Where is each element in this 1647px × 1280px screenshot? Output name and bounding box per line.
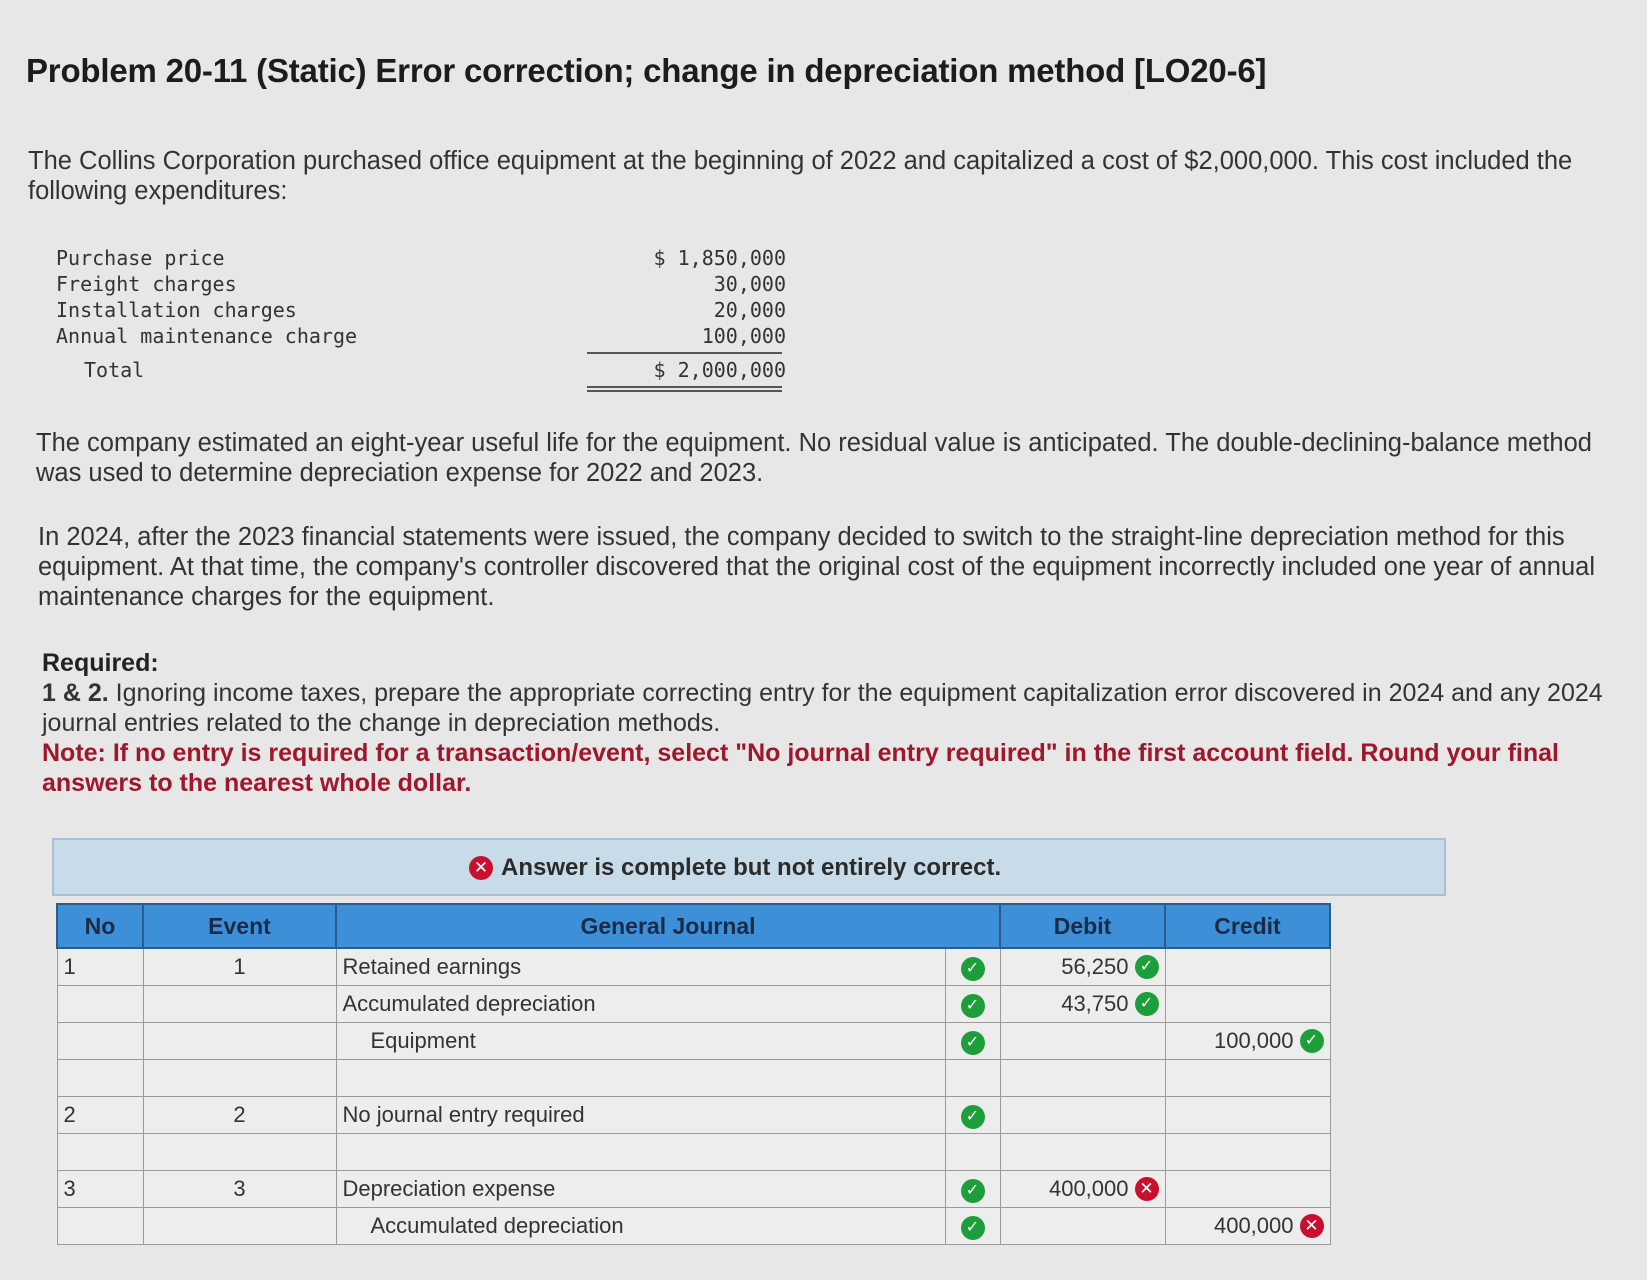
error-icon: ✕ (469, 856, 493, 880)
cost-row (56, 324, 786, 350)
cell-event[interactable] (143, 1208, 336, 1245)
debit-field[interactable] (1000, 948, 1165, 986)
cell-no (57, 1134, 143, 1171)
cost-row (56, 298, 786, 324)
debit-field[interactable] (1000, 1023, 1165, 1060)
check-icon: ✓ (961, 1179, 985, 1203)
table-row (57, 1060, 1330, 1097)
total-double-rule (587, 386, 782, 388)
cell-event[interactable]: 1 (143, 948, 336, 986)
cost-label: Installation charges (56, 298, 297, 322)
col-header-journal: General Journal (336, 904, 1000, 948)
col-header-event: Event (143, 904, 336, 948)
check-icon: ✓ (1135, 955, 1159, 979)
cost-amount: 100,000 (701, 324, 786, 348)
table-row (57, 948, 1330, 986)
col-header-debit: Debit (1000, 904, 1165, 948)
account-name: Equipment (370, 1028, 476, 1053)
intro-text: The Collins Corporation purchased office equipment at the beginning of 2022 and capitalized a cost of $2,000,000. This cost included the following expenditures: (28, 147, 1573, 205)
table-row (57, 1134, 1330, 1171)
account-status (945, 1208, 1000, 1245)
debit-amount: 400,000 (1048, 1176, 1129, 1201)
account-status (945, 1023, 1000, 1060)
cell-no: 2 (57, 1097, 143, 1134)
cost-total-row (56, 358, 786, 384)
credit-field[interactable] (1165, 986, 1330, 1023)
credit-field[interactable] (1165, 1134, 1330, 1171)
table-row (57, 1208, 1330, 1245)
cell-no (57, 1023, 143, 1060)
table-row (57, 1023, 1330, 1060)
credit-field[interactable] (1165, 1097, 1330, 1134)
required-text: Ignoring income taxes, prepare the appropriate correcting entry for the equipment capitalization error discovered in 2024 and any 2024 journal entries related to the change in depreciation methods. (42, 679, 1603, 737)
table-row (57, 1171, 1330, 1208)
check-icon: ✓ (961, 994, 985, 1018)
debit-amount: 43,750 (1061, 991, 1129, 1016)
credit-amount: 400,000 (1213, 1213, 1294, 1238)
account-field[interactable] (336, 1097, 945, 1134)
credit-field[interactable] (1165, 1171, 1330, 1208)
table-row (57, 986, 1330, 1023)
account-status (945, 1171, 1000, 1208)
col-header-no: No (57, 904, 143, 948)
general-journal-table (56, 903, 1331, 1245)
cell-event[interactable] (143, 986, 336, 1023)
cell-no (57, 1060, 143, 1097)
cost-total-label: Total (84, 358, 145, 382)
account-field[interactable] (336, 986, 945, 1023)
debit-field[interactable] (1000, 1208, 1165, 1245)
account-field[interactable] (336, 1171, 945, 1208)
cost-row (56, 246, 786, 272)
account-status (945, 1060, 1000, 1097)
account-field[interactable] (336, 1208, 945, 1245)
cost-amount: 20,000 (713, 298, 786, 322)
answer-status-banner (52, 838, 1446, 896)
credit-field[interactable] (1165, 1060, 1330, 1097)
cell-no (57, 986, 143, 1023)
account-status (945, 1134, 1000, 1171)
cell-event[interactable] (143, 1134, 336, 1171)
credit-field[interactable] (1165, 1208, 1330, 1245)
cost-breakdown (56, 246, 786, 384)
error-icon: ✕ (1300, 1214, 1324, 1238)
cell-event[interactable] (143, 1060, 336, 1097)
credit-amount: 100,000 (1213, 1028, 1294, 1053)
check-icon: ✓ (961, 1031, 985, 1055)
required-section (42, 648, 1632, 798)
account-name: Accumulated depreciation (370, 1213, 624, 1238)
check-icon: ✓ (961, 1216, 985, 1240)
account-name: Retained earnings (342, 954, 522, 979)
total-double-rule (587, 390, 782, 392)
account-status (945, 986, 1000, 1023)
check-icon: ✓ (1135, 992, 1159, 1016)
error-icon: ✕ (1135, 1177, 1159, 1201)
cell-no: 3 (57, 1171, 143, 1208)
check-icon: ✓ (961, 957, 985, 981)
credit-field[interactable] (1165, 948, 1330, 986)
required-note: Note: If no entry is required for a transaction/event, select "No journal entry required" in the first account field. Round your final answers to the nearest whole dollar. (42, 739, 1559, 797)
banner-text: Answer is complete but not entirely correct. (501, 854, 1002, 881)
cell-no (57, 1208, 143, 1245)
cost-label: Freight charges (56, 272, 237, 296)
check-icon: ✓ (1300, 1029, 1324, 1053)
required-instructions (42, 678, 1632, 738)
check-icon: ✓ (961, 1105, 985, 1129)
debit-field[interactable] (1000, 986, 1165, 1023)
cell-event[interactable]: 3 (143, 1171, 336, 1208)
cost-total-amount: $ 2,000,000 (653, 358, 786, 382)
credit-field[interactable] (1165, 1023, 1330, 1060)
table-row (57, 1097, 1330, 1134)
account-status (945, 1097, 1000, 1134)
cell-event[interactable]: 2 (143, 1097, 336, 1134)
required-heading: Required: (42, 649, 159, 677)
cell-no: 1 (57, 948, 143, 986)
debit-field[interactable] (1000, 1060, 1165, 1097)
account-name: No journal entry required (342, 1102, 585, 1127)
debit-amount: 56,250 (1061, 954, 1129, 979)
debit-field[interactable] (1000, 1134, 1165, 1171)
account-name: Accumulated depreciation (342, 991, 596, 1016)
page-title: Problem 20-11 (Static) Error correction; change in depreciation method [LO20-6] (26, 52, 1267, 89)
debit-field[interactable] (1000, 1097, 1165, 1134)
subtotal-rule (587, 352, 782, 354)
col-header-credit: Credit (1165, 904, 1330, 948)
cost-label: Annual maintenance charge (56, 324, 358, 348)
account-field[interactable] (336, 948, 945, 986)
account-field[interactable] (336, 1134, 945, 1171)
account-name: Depreciation expense (342, 1176, 556, 1201)
account-status (945, 948, 1000, 986)
useful-life-text: The company estimated an eight-year useful life for the equipment. No residual value is anticipated. The double-declining-balance method was used to determine depreciation expense for 2022 and 2023. (36, 429, 1592, 487)
change-text: In 2024, after the 2023 financial statements were issued, the company decided to switch to the straight-line depreciation method for this equipment. At that time, the company's controller discovered that the original cost of the equipment incorrectly included one year of annual maintenance charges for the equipment. (38, 523, 1596, 611)
debit-field[interactable] (1000, 1171, 1165, 1208)
account-field[interactable] (336, 1023, 945, 1060)
cost-amount: $ 1,850,000 (653, 246, 786, 270)
cost-amount: 30,000 (713, 272, 786, 296)
cost-label: Purchase price (56, 246, 225, 270)
account-field[interactable] (336, 1060, 945, 1097)
required-number: 1 & 2. (42, 679, 109, 707)
cell-event[interactable] (143, 1023, 336, 1060)
cost-row (56, 272, 786, 298)
